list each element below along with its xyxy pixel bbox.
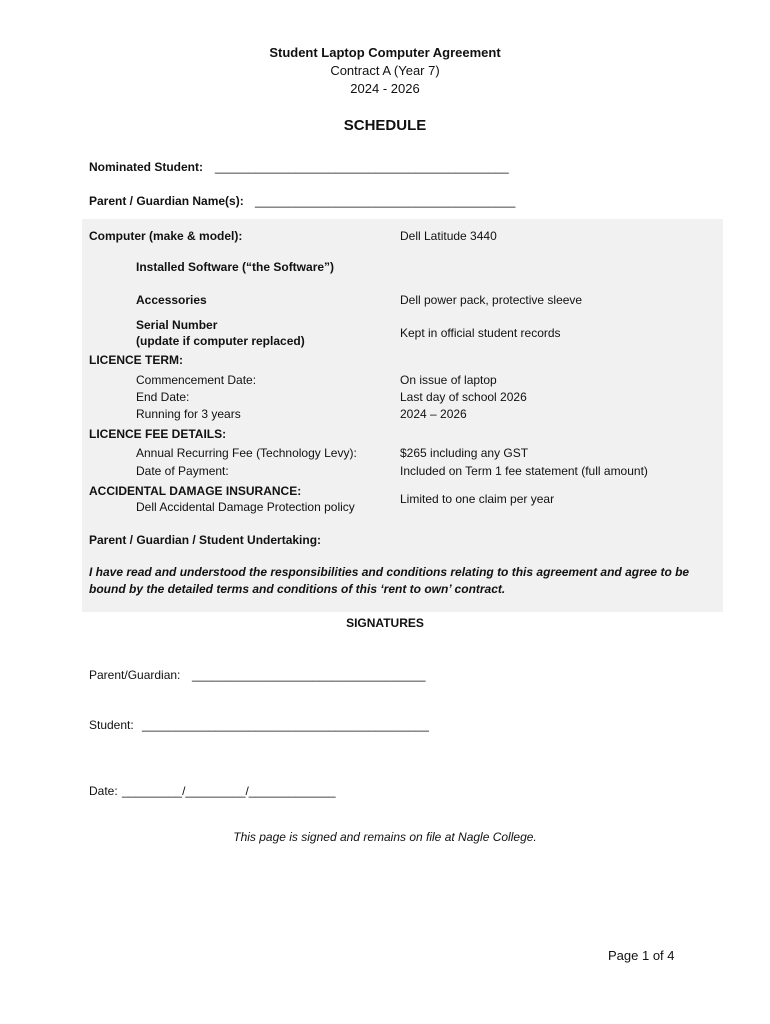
running-label: Running for 3 years xyxy=(136,407,241,421)
date-label: Date: xyxy=(89,784,118,798)
computer-label: Computer (make & model): xyxy=(89,229,243,243)
fee-label: Annual Recurring Fee (Technology Levy): xyxy=(136,446,357,460)
parent-guardian-label: Parent / Guardian Name(s): xyxy=(89,194,244,208)
date-field[interactable]: _________/_________/_____________ xyxy=(122,784,336,798)
software-label: Installed Software (“the Software”) xyxy=(136,260,335,274)
parent-signature-label: Parent/Guardian: xyxy=(89,668,181,682)
document-title: Student Laptop Computer Agreement xyxy=(269,45,501,60)
end-date-label: End Date: xyxy=(136,390,190,404)
insurance-label: Dell Accidental Damage Protection policy xyxy=(136,500,355,514)
signatures-heading: SIGNATURES xyxy=(346,616,424,630)
running-value: 2024 – 2026 xyxy=(400,407,467,421)
contract-label: Contract A (Year 7) xyxy=(330,63,440,78)
page-number: Page 1 of 4 xyxy=(608,948,675,963)
computer-value: Dell Latitude 3440 xyxy=(400,229,497,243)
payment-date-value: Included on Term 1 fee statement (full amount) xyxy=(400,464,648,478)
student-signature-label: Student: xyxy=(89,718,134,732)
accessories-value: Dell power pack, protective sleeve xyxy=(400,293,583,307)
serial-label: Serial Number xyxy=(136,318,218,332)
licence-term-heading: LICENCE TERM: xyxy=(89,353,183,367)
serial-value: Kept in official student records xyxy=(400,326,561,340)
licence-fee-heading: LICENCE FEE DETAILS: xyxy=(89,427,227,441)
accessories-label: Accessories xyxy=(136,293,207,307)
parent-guardian-field[interactable]: _______________________________________ xyxy=(255,194,516,208)
parent-signature-field[interactable]: ___________________________________ xyxy=(192,668,426,682)
commencement-value: On issue of laptop xyxy=(400,373,497,387)
nominated-student-label: Nominated Student: xyxy=(89,160,203,174)
end-date-value: Last day of school 2026 xyxy=(400,390,527,404)
fee-value: $265 including any GST xyxy=(400,446,529,460)
student-signature-field[interactable]: ___________________________________________ xyxy=(142,718,429,732)
schedule-heading: SCHEDULE xyxy=(343,117,427,134)
payment-date-label: Date of Payment: xyxy=(136,464,229,478)
undertaking-text: I have read and understood the responsibilities and conditions relating to this agreement and agree to be bound by the detailed terms and conditions of this ‘rent to own’ contract. xyxy=(89,565,690,596)
file-note: This page is signed and remains on file at Nagle College. xyxy=(233,830,537,844)
insurance-heading: ACCIDENTAL DAMAGE INSURANCE: xyxy=(89,484,302,498)
undertaking-heading: Parent / Guardian / Student Undertaking: xyxy=(89,533,322,547)
nominated-student-field[interactable]: ____________________________________________ xyxy=(215,160,509,174)
insurance-value: Limited to one claim per year xyxy=(400,492,555,506)
commencement-label: Commencement Date: xyxy=(136,373,257,387)
contract-years: 2024 - 2026 xyxy=(350,81,420,96)
serial-note: (update if computer replaced) xyxy=(136,334,305,348)
